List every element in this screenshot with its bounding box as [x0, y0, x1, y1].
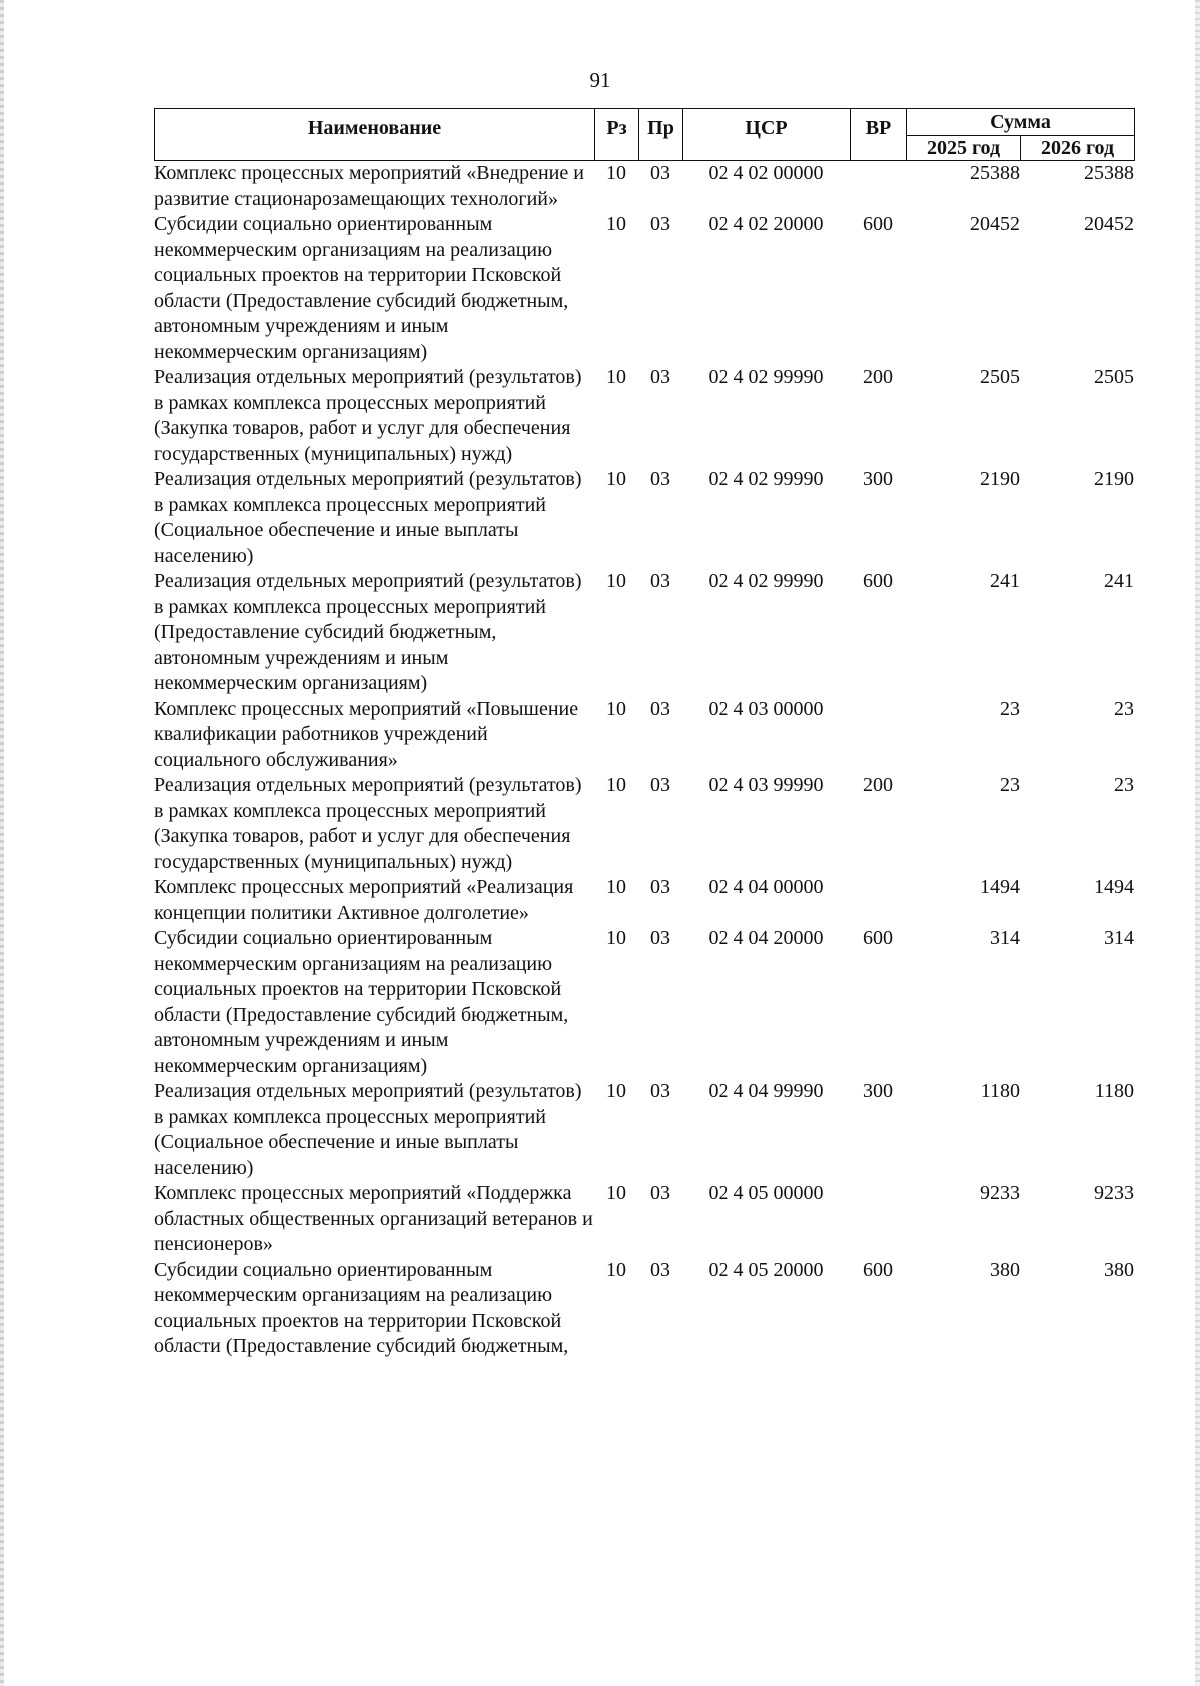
cell-rz: 10 [606, 366, 626, 388]
table-row [154, 365, 1134, 467]
cell-2026: 23 [1114, 774, 1134, 796]
cell-2025: 2190 [980, 468, 1020, 490]
cell-rz: 10 [606, 1258, 626, 1281]
cell-rz: 10 [606, 876, 626, 898]
scan-edge-right [1195, 0, 1200, 1686]
header-rz: Рз [595, 109, 639, 161]
cell-pr: 03 [650, 697, 670, 720]
table-row [154, 697, 1134, 774]
cell-2025: 2505 [980, 366, 1020, 388]
cell-vr: 200 [863, 774, 893, 796]
cell-name: Реализация отдельных мероприятий (результатов) в рамках комплекса процессных мероприятий (Предоставление субсидий бюджетным, автономным учреждениям и иным некоммерческим организациям) [154, 570, 582, 694]
cell-2025: 380 [990, 1258, 1020, 1281]
cell-rz: 10 [606, 774, 626, 796]
header-2026: 2026 год [1021, 136, 1135, 161]
cell-2025: 23 [1000, 774, 1020, 796]
cell-vr: 300 [863, 468, 893, 490]
cell-2026: 9233 [1094, 1182, 1134, 1204]
cell-pr: 03 [650, 1182, 670, 1204]
cell-pr: 03 [650, 468, 670, 490]
cell-rz: 10 [606, 162, 626, 184]
table-row [154, 569, 1134, 697]
cell-csr: 02 4 04 20000 [708, 927, 824, 949]
cell-name: Комплекс процессных мероприятий «Повышение квалификации работников учреждений социального обслуживания» [154, 697, 579, 771]
cell-rz: 10 [606, 927, 626, 949]
cell-name: Субсидии социально ориентированным некоммерческим организациям на реализацию социальных проектов на территории Псковской области (Предоставление субсидий бюджетным, [154, 1258, 569, 1357]
table-row [154, 1079, 1134, 1181]
cell-2026: 23 [1114, 697, 1134, 720]
cell-name: Комплекс процессных мероприятий «Реализация концепции политики Активное долголетие» [154, 876, 574, 924]
cell-vr [850, 161, 906, 212]
cell-name: Реализация отдельных мероприятий (результатов) в рамках комплекса процессных мероприятий (Социальное обеспечение и иные выплаты населению) [154, 468, 582, 567]
cell-2026: 1494 [1094, 876, 1134, 898]
cell-csr: 02 4 02 99990 [708, 366, 824, 388]
table-row [154, 212, 1134, 365]
table-row [154, 467, 1134, 569]
table-row [154, 1258, 1134, 1360]
cell-2026: 2190 [1094, 468, 1134, 490]
cell-csr: 02 4 02 00000 [708, 162, 824, 184]
cell-2025: 1180 [980, 1080, 1020, 1102]
cell-vr: 600 [863, 927, 893, 949]
cell-2026: 1180 [1094, 1080, 1134, 1102]
cell-pr: 03 [650, 1258, 670, 1281]
cell-pr: 03 [650, 213, 670, 235]
table-row [154, 773, 1134, 875]
cell-name: Реализация отдельных мероприятий (результатов) в рамках комплекса процессных мероприятий (Закупка товаров, работ и услуг для обеспечения государственных (муниципальных) нужд) [154, 774, 582, 873]
cell-csr: 02 4 05 20000 [708, 1258, 824, 1281]
cell-name: Комплекс процессных мероприятий «Поддержка областных общественных организаций ветеранов и пенсионеров» [154, 1182, 593, 1255]
cell-2026: 25388 [1084, 162, 1134, 184]
header-pr: Пр [639, 109, 683, 161]
cell-name: Реализация отдельных мероприятий (результатов) в рамках комплекса процессных мероприятий (Социальное обеспечение и иные выплаты населению) [154, 1080, 582, 1179]
cell-2025: 1494 [980, 876, 1020, 898]
cell-2025: 241 [990, 570, 1020, 592]
cell-name: Комплекс процессных мероприятий «Внедрение и развитие стационарозамещающих технологий» [154, 162, 584, 210]
cell-2025: 314 [990, 927, 1020, 949]
page-number: 91 [589, 68, 611, 92]
cell-csr: 02 4 03 00000 [708, 697, 824, 720]
cell-2026: 314 [1104, 927, 1134, 949]
cell-vr: 600 [863, 570, 893, 592]
cell-rz: 10 [606, 213, 626, 235]
scan-edge-left [0, 0, 4, 1686]
cell-2025: 9233 [980, 1182, 1020, 1204]
table-row [154, 926, 1134, 1079]
cell-2026: 380 [1104, 1258, 1134, 1281]
cell-name: Субсидии социально ориентированным некоммерческим организациям на реализацию социальных проектов на территории Псковской области (Предоставление субсидий бюджетным, автономным учреждениям и иным некоммерческим организациям) [154, 927, 569, 1077]
cell-csr: 02 4 02 99990 [708, 468, 824, 490]
cell-rz: 10 [606, 1080, 626, 1102]
cell-vr: 300 [863, 1080, 893, 1102]
cell-2025: 25388 [970, 162, 1020, 184]
cell-2026: 2505 [1094, 366, 1134, 388]
table-row [154, 161, 1134, 212]
header-csr: ЦСР [683, 109, 851, 161]
cell-name: Субсидии социально ориентированным некоммерческим организациям на реализацию социальных проектов на территории Псковской области (Предоставление субсидий бюджетным, автономным учреждениям и иным некоммерческим организациям) [154, 213, 569, 363]
cell-2026: 20452 [1084, 213, 1134, 235]
cell-pr: 03 [650, 876, 670, 898]
cell-rz: 10 [606, 468, 626, 490]
cell-csr: 02 4 02 20000 [708, 213, 824, 235]
table-header [154, 108, 1135, 161]
cell-pr: 03 [650, 927, 670, 949]
cell-2025: 23 [1000, 697, 1020, 720]
cell-vr [850, 1181, 906, 1258]
cell-pr: 03 [650, 366, 670, 388]
cell-name: Реализация отдельных мероприятий (результатов) в рамках комплекса процессных мероприятий (Закупка товаров, работ и услуг для обеспечения государственных (муниципальных) нужд) [154, 366, 582, 465]
cell-2025: 20452 [970, 213, 1020, 235]
cell-pr: 03 [650, 570, 670, 592]
cell-vr: 600 [863, 1258, 893, 1281]
budget-table [154, 108, 1134, 1360]
table-row [154, 1181, 1134, 1258]
header-vr: ВР [851, 109, 907, 161]
header-sum: Сумма [907, 109, 1135, 136]
header-2025: 2025 год [907, 136, 1021, 161]
cell-vr [850, 875, 906, 926]
table-body [154, 161, 1134, 1360]
cell-rz: 10 [606, 570, 626, 592]
cell-pr: 03 [650, 162, 670, 184]
cell-vr: 600 [863, 213, 893, 235]
header-name: Наименование [155, 109, 595, 161]
cell-csr: 02 4 05 00000 [708, 1182, 824, 1204]
cell-csr: 02 4 02 99990 [708, 570, 824, 592]
cell-csr: 02 4 03 99990 [708, 774, 824, 796]
cell-pr: 03 [650, 774, 670, 796]
cell-pr: 03 [650, 1080, 670, 1102]
cell-rz: 10 [606, 1182, 626, 1204]
table-row [154, 875, 1134, 926]
cell-2026: 241 [1104, 570, 1134, 592]
cell-vr: 200 [863, 366, 893, 388]
cell-csr: 02 4 04 99990 [708, 1080, 824, 1102]
cell-rz: 10 [606, 697, 626, 720]
cell-csr: 02 4 04 00000 [708, 876, 824, 898]
cell-vr [850, 697, 906, 774]
